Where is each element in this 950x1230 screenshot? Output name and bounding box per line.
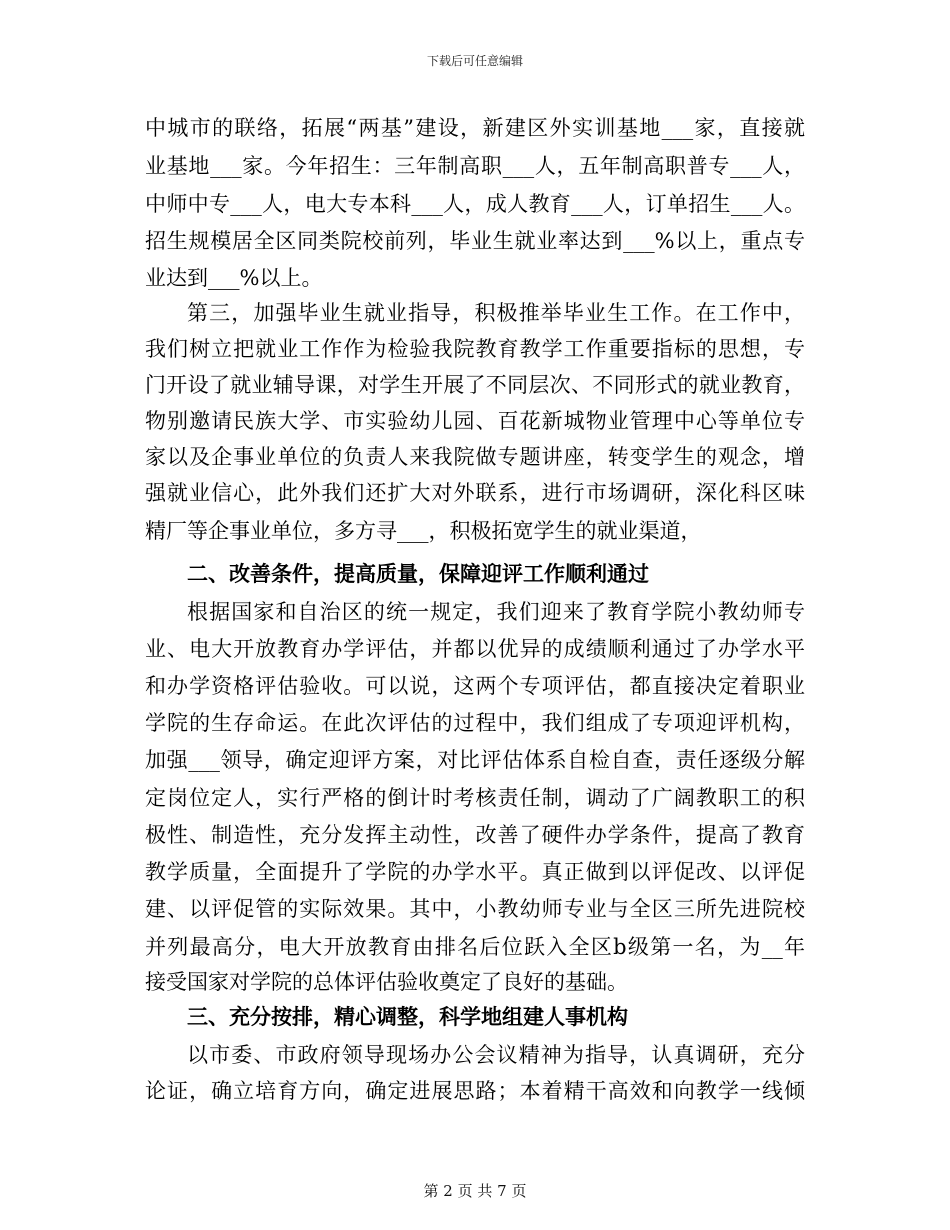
text-line: 中师中专___人，电大专本科___人，成人教育___人，订单招生___人。 bbox=[145, 192, 805, 216]
text-line: 家以及企事业单位的负责人来我院做专题讲座，转变学生的观念，增 bbox=[145, 445, 805, 469]
text-line: 第三，加强毕业生就业指导，积极推举毕业生工作。在工作中， bbox=[187, 301, 805, 325]
text-line: 门开设了就业辅导课，对学生开展了不同层次、不同形式的就业教育， bbox=[145, 373, 805, 397]
page-header: 下载后可任意编辑 bbox=[426, 54, 523, 68]
page-number: 第 2 页 共 7 页 bbox=[423, 1182, 527, 1200]
text-line: 极性、制造性，充分发挥主动性，改善了硬件办学条件，提高了教育 bbox=[145, 823, 805, 847]
text-line: 并列最高分，电大开放教育由排名后位跃入全区b级第一名，为__年 bbox=[145, 935, 805, 959]
text-line: 根据国家和自治区的统一规定，我们迎来了教育学院小教幼师专 bbox=[187, 600, 805, 624]
text-line: 招生规模居全区同类院校前列，毕业生就业率达到___%以上，重点专 bbox=[145, 229, 805, 253]
text-line: 定岗位定人，实行严格的倒计时考核责任制，调动了广阔教职工的积 bbox=[145, 786, 805, 810]
text-line: 精厂等企事业单位，多方寻___，积极拓宽学生的就业渠道， bbox=[145, 519, 702, 543]
text-line: 以市委、市政府领导现场办公会议精神为指导，认真调研，充分 bbox=[187, 1043, 805, 1067]
text-line: 加强___领导，确定迎评方案，对比评估体系自检自查，责任逐级分解 bbox=[145, 748, 805, 772]
text-line: 建、以评促管的实际效果。其中，小教幼师专业与全区三所先进院校 bbox=[145, 897, 805, 921]
text-line: 业达到___%以上。 bbox=[145, 266, 323, 290]
section-heading: 三、充分按排，精心调整，科学地组建人事机构 bbox=[187, 1004, 628, 1029]
text-line: 我们树立把就业工作作为检验我院教育教学工作重要指标的思想，专 bbox=[145, 337, 805, 361]
text-line: 和办学资格评估验收。可以说，这两个专项评估，都直接决定着职业 bbox=[145, 674, 805, 698]
section-heading: 二、改善条件，提高质量，保障迎评工作顺利通过 bbox=[187, 561, 649, 586]
text-line: 物别邀请民族大学、市实验幼儿园、百花新城物业管理中心等单位专 bbox=[145, 409, 805, 433]
text-line: 业、电大开放教育办学评估，并都以优异的成绩顺利通过了办学水平 bbox=[145, 637, 805, 661]
text-line: 中城市的联络，拓展“两基”建设，新建区外实训基地___家，直接就 bbox=[145, 116, 805, 140]
text-line: 强就业信心，此外我们还扩大对外联系，进行市场调研，深化科区味 bbox=[145, 481, 805, 505]
text-line: 学院的生存命运。在此次评估的过程中，我们组成了专项迎评机构， bbox=[145, 711, 805, 735]
text-line: 教学质量，全面提升了学院的办学水平。真正做到以评促改、以评促 bbox=[145, 860, 805, 884]
text-line: 论证，确立培育方向，确定进展思路；本着精干高效和向教学一线倾 bbox=[145, 1079, 805, 1103]
text-line: 接受国家对学院的总体评估验收奠定了良好的基础。 bbox=[145, 970, 628, 994]
text-line: 业基地___家。今年招生：三年制高职___人，五年制高职普专___人， bbox=[145, 154, 805, 178]
